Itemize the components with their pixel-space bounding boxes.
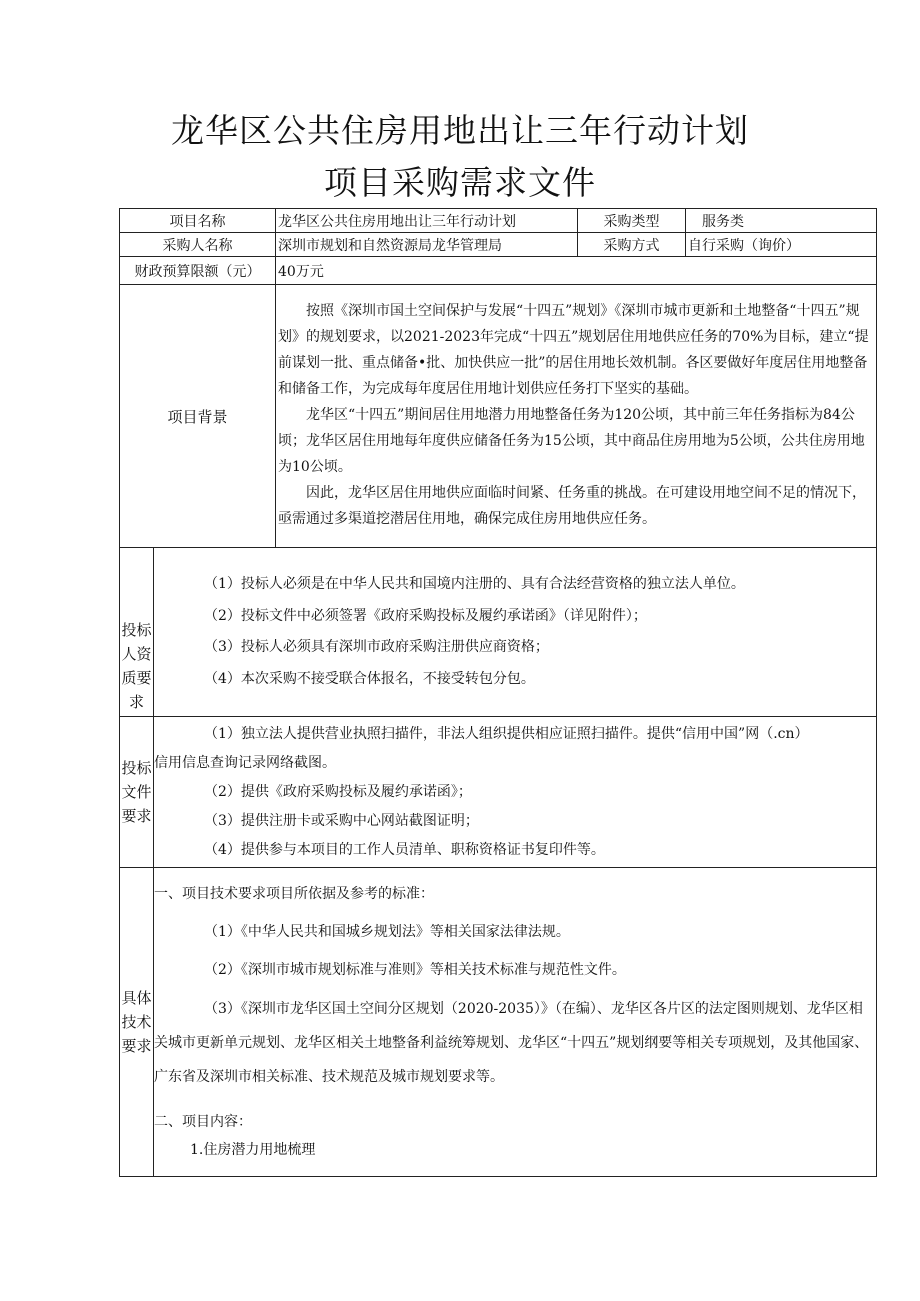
documents-item: （2）提供《政府采购投标及履约承诺函》； [204,783,472,800]
documents-label: 投标文件要求 [120,717,154,868]
row-documents [120,717,877,868]
technical-standard: （1）《中华人民共和国城乡规划法》等相关国家法律法规。 [204,924,570,940]
row-qualification [120,548,877,717]
qualification-item: （1）投标人必须是在中华人民共和国境内注册的、具有合法经营资格的独立法人单位。 [204,576,745,592]
documents-item: （4）提供参与本项目的工作人员清单、职称资格证书复印件等。 [204,841,605,858]
row-background [120,285,877,548]
technical-label: 具体技术要求 [120,868,154,1177]
technical-section-heading: 二、项目内容： [154,1114,252,1130]
purchaser-label: 采购人名称 [120,233,276,257]
purchase-type-value: 服务类 [686,209,877,233]
documents-item: （3）提供注册卡或采购中心网站截图证明； [204,812,479,829]
row-project-name [120,209,877,233]
document-title-line2: 项目采购需求文件 [324,163,596,202]
row-technical [120,868,877,1177]
technical-content-item: 1.住房潜力用地梳理 [190,1142,316,1158]
budget-label: 财政预算限额（元） [120,257,276,285]
budget-value: 40万元 [276,257,877,285]
technical-content [154,868,877,1177]
purchaser-value: 深圳市规划和自然资源局龙华管理局 [276,233,578,257]
row-purchaser [120,233,877,257]
technical-section-heading: 一、项目技术要求项目所依据及参考的标准： [154,886,434,902]
qualification-item: （3）投标人必须具有深圳市政府采购注册供应商资格； [204,639,549,655]
purchase-method-value: 自行采购（询价） [686,233,877,257]
qualification-content [154,548,877,717]
documents-item-continued: 信用信息查询记录网络截图。 [154,754,336,771]
requirements-table [119,208,877,1177]
background-label: 项目背景 [120,285,276,548]
project-name-value: 龙华区公共住房用地出让三年行动计划 [276,209,578,233]
technical-standard: （2）《深圳市城市规划标准与准则》等相关技术标准与规范性文件。 [204,962,626,978]
row-budget [120,257,877,285]
purchase-type-label: 采购类型 [578,209,686,233]
project-name-label: 项目名称 [120,209,276,233]
documents-item: （1）独立法人提供营业执照扫描件，非法人组织提供相应证照扫描件。提供“信用中国”网（.cn） [204,725,809,742]
qualification-label: 投标人资质要求 [120,548,154,717]
background-paragraph: 按照《深圳市国土空间保护与发展“十四五”规划》《深圳市城市更新和土地整备“十四五”规划》的规划要求，以2021-2023年完成“十四五”规划居住用地供应任务的70%为目标，建立“提前谋划一批、重点储备•批、加快供应一批”的居住用地长效机制。各区要做好年度居住用地整备和储备工作，为完成每年度居住用地计划供应任务打下坚实的基础。 [278,303,869,397]
purchase-method-label: 采购方式 [578,233,686,257]
background-paragraph: 因此，龙华区居住用地供应面临时间紧、任务重的挑战。在可建设用地空间不足的情况下，亟需通过多渠道挖潜居住用地，确保完成住房用地供应任务。 [278,485,866,527]
technical-standard: （3）《深圳市龙华区国土空间分区规划（2020-2035）》（在编）、龙华区各片区的法定图则规划、龙华区相关城市更新单元规划、龙华区相关土地整备利益统筹规划、龙华区“十四五”规划纲要等相关专项规划，及其他国家、广东省及深圳市相关标准、技术规范及城市规划要求等。 [154,1001,869,1085]
background-paragraph: 龙华区“十四五”期间居住用地潜力用地整备任务为120公顷，其中前三年任务指标为84公顷；龙华区居住用地每年度供应储备任务为15公顷，其中商品住房用地为5公顷，公共住房用地为10公顷。 [278,407,865,475]
documents-content [154,717,877,868]
document-title-line1: 龙华区公共住房用地出让三年行动计划 [171,111,749,150]
qualification-item: （2）投标文件中必须签署《政府采购投标及履约承诺函》（详见附件）； [204,607,647,624]
background-content [276,285,877,548]
qualification-item: （4）本次采购不接受联合体报名，不接受转包分包。 [204,670,535,687]
